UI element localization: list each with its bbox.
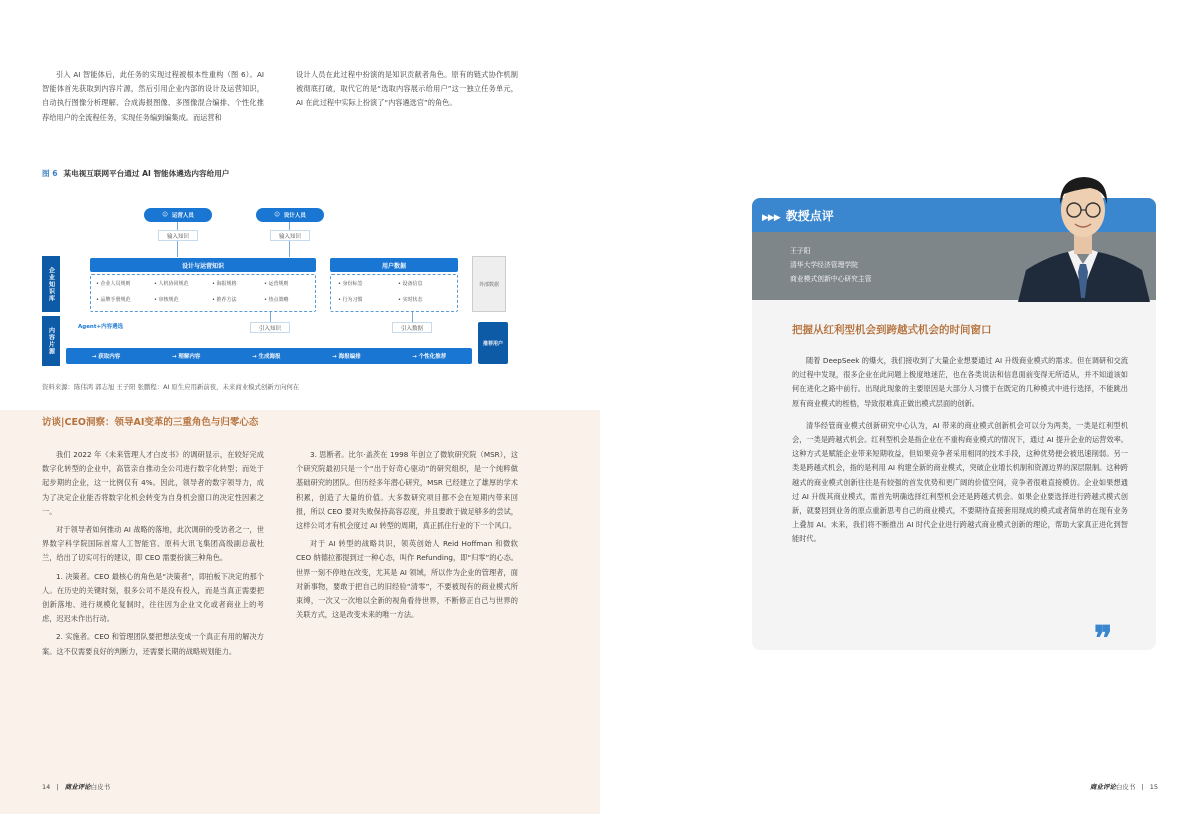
top-column-2: [296, 68, 518, 115]
quote-icon: ❞: [1094, 619, 1113, 659]
section-title: 访谈|CEO洞察：领导AI变革的三重角色与归零心态: [42, 417, 259, 428]
flow-step: → 生成海报: [251, 354, 281, 360]
connector: [289, 241, 290, 257]
design-ops-knowledge-bar: 设计与运营知识: [90, 258, 316, 272]
paragraph: 引入 AI 智能体后，此任务的实现过程被根本性重构（图 6）。AI 智能体首先获取到内容片源，然后引用企业内部的设计及运营知识，自动执行图像分析理解、合成海报图像、多图像混合编排、个性化推荐给用户的全流程任务，实现任务编到编集成。而运营和: [42, 70, 264, 122]
flow-step: → 理解内容: [171, 354, 201, 360]
knowledge-item: • 品牌手册规范: [96, 297, 131, 303]
knowledge-item: • 海报规格: [212, 281, 237, 287]
ops-staff-label: 运营人员: [171, 213, 194, 219]
figure-caption: [42, 168, 229, 179]
header-title-text: 教授点评: [785, 209, 834, 223]
person-icon: ☺: [274, 212, 280, 218]
knowledge-item: • 企业人员规则: [96, 281, 131, 287]
knowledge-item: • 推荐方法: [212, 297, 237, 303]
introduce-knowledge-box: 引入知识: [250, 322, 290, 333]
knowledge-item: • 人机协同规范: [154, 281, 189, 287]
figure-title: 某电视互联网平台通过 AI 智能体遴选内容给用户: [63, 169, 230, 178]
paragraph: 对于 AI 转型的战略共识，领英创始人 Reid Hoffman 和微软 CEO 纳德拉都提到过一种心态，叫作 Refunding，即“归零”的心态。世界一刻不停地在改变，尤其是 AI 领域，所以作为企业的管理者，面对新事物，要敢于把自己的旧经验“清零”，不要被现有的商业模式所束缚，一次又一次地以全新的视角看待世界，不断修正自己与世界的关联方式，这是改变未来的唯一方法。: [296, 539, 518, 620]
figure-number: 图 6: [42, 169, 58, 178]
flow-step: → 海报编排: [332, 354, 361, 360]
figure-diagram: [42, 198, 512, 370]
paragraph: 设计人员在此过程中扮演的是知识贡献者角色。原有的链式协作机制被彻底打破，取代它的是“选取内容展示给用户”这一独立任务单元，AI 在此过程中实际上扮演了“内容遴选官”的角色。: [296, 70, 518, 108]
connector: [289, 222, 290, 230]
paragraph: 对于领导者如何推动 AI 战略的落地，此次调研的受访者之一，世界数字科学院国际首席人工智能官、原科大讯飞集团高级副总裁杜兰，给出了切实可行的建议，即 CEO 需要扮演三种角色。: [42, 525, 264, 563]
author-info: [790, 244, 872, 286]
user-item: • 实时状态: [398, 297, 423, 303]
enterprise-knowledge-side-label: 企业知识库: [42, 256, 60, 312]
author-title: 商业模式创新中心研究主管: [790, 275, 872, 283]
paragraph: 1. 决策者。CEO 最核心的角色是“决策者”，即拍板下决定的那个人。在历史的关键时刻，很多公司不是没有投入，而是当真正需要把创新落地、进行规模化复制时，往往因为企业文化或者商业上的考虑，迟迟未作出行动。: [42, 571, 264, 624]
user-item: • 身份标签: [338, 281, 363, 287]
knowledge-item: • 运营规则: [264, 281, 289, 287]
author-affiliation: 清华大学经济管理学院: [790, 261, 858, 269]
brand-logo: 商业评论: [64, 783, 91, 791]
brand-logo: 商业评论: [1089, 783, 1116, 791]
knowledge-item: • 热点策略: [264, 297, 289, 303]
paragraph: 3. 思断者。比尔·盖茨在 1998 年创立了微软研究院（MSR），这个研究院最初只是一个“出于好奇心驱动”的研究组织，是一个纯粹做基础研究的团队。但历经多年潜心研究，MSR 已经建立了雄厚的学术积累，创造了大量的价值。大多数研究项目都不会在短期内带来回报，所以 CEO 要对失败保持高容忍度，并且要敢于做足够多的尝试，这样公司才有机会度过 AI 转型的周期，真正抓住行业的下一个风口。: [296, 450, 518, 531]
input-knowledge-box-1: 输入知识: [158, 230, 198, 241]
brand-suffix: 白皮书: [1115, 783, 1136, 791]
input-knowledge-box-2: 输入知识: [270, 230, 310, 241]
brand-suffix: 白皮书: [90, 783, 111, 791]
flow-bar: [66, 348, 472, 364]
flow-step: → 获取内容: [91, 354, 121, 360]
user-item: • 设备信息: [398, 281, 423, 287]
connector: [177, 241, 178, 257]
connector: [177, 222, 178, 230]
source-note: 资料来源：陈伟鸿 郭志旭 王子阳 张鹏程：AI 原生应用新前夜，未来商业模式创新方向何在: [42, 383, 300, 391]
introduce-data-box: 引入数据: [392, 322, 432, 333]
design-staff-pill: [256, 208, 324, 222]
user-item: • 行为习惯: [338, 297, 363, 303]
paragraph: 2. 实施者。CEO 和管理团队要把想法变成一个真正有用的解决方案。这不仅需要良好的判断力，还需要长期的战略规划能力。: [42, 632, 264, 656]
recommend-user-box: 推荐用户: [478, 322, 508, 364]
page-number: 14: [42, 783, 51, 791]
knowledge-item: • 审核规范: [154, 297, 179, 303]
external-data-box: 外部数据: [472, 256, 506, 312]
author-portrait: [1008, 160, 1158, 302]
top-column-1: [42, 68, 264, 129]
paragraph: 我们 2022 年《未来管理人才白皮书》的调研显示，在较好完成数字化转型的企业中，高管亲自推动全公司进行数字化转型；而处于起步期的企业，这一比例仅有 4%。因此，领导者的数字领导力，成为了决定企业能否将数字化机会转变为自身机会窗口的决定性因素之一。: [42, 450, 264, 516]
user-data-bar: 用户数据: [330, 258, 458, 272]
comment-subtitle: 把握从红利型机会到跨越式机会的时间窗口: [792, 324, 992, 336]
bottom-column-2: [296, 448, 518, 626]
author-name: 王子阳: [790, 247, 811, 255]
bottom-column-1: [42, 448, 264, 663]
connector: [412, 312, 413, 322]
paragraph: 清华经管商业模式创新研究中心认为，AI 带来的商业模式创新机会可以分为两类，一类是红利型机会，一类是跨越式机会。红利型机会是指企业在不重构商业模式的情况下，通过 AI 提升企业的运营效率。这种方式是赋能企业带来短期收益，但如果竞争者采用相同的技术手段，这种优势便会被迅速削弱。另一类是跨越式机会，指的是利用 AI 构建全新的商业模式，突破企业增长机制和资源边界的深层限制。这种跨越式的商业模式创新往往是有较强的首发优势和更广阔的价值空间，竞争者很难直接模仿。企业如果想通过 AI 升级其商业模式，需首先明确选择红利型机会还是跨越式机会。如果企业要选择进行跨越式模式创新，就要回到业务的原点重新思考自己的商业模式，不要期待直接套用现成的模式或者简单的在现有业务上叠加 AI。未来，我们将不断推出 AI 时代企业进行跨越式商业模式创新的理论，帮助大家真正进化到智能时代。: [792, 420, 1128, 544]
design-staff-label: 设计人员: [283, 213, 306, 219]
arrows-icon: ▶▶▶: [762, 213, 780, 223]
person-icon: ☺: [162, 212, 168, 218]
connector: [270, 312, 271, 322]
footer-left: 14 | 商业评论白皮书: [42, 783, 111, 791]
footer-right: 商业评论白皮书 | 15: [1089, 783, 1158, 791]
comment-body: [792, 354, 1128, 555]
flow-step: → 个性化推荐: [412, 354, 447, 360]
agent-label: Agent+内容遴选: [78, 324, 124, 330]
ops-staff-pill: [144, 208, 212, 222]
paragraph: 随着 DeepSeek 的爆火，我们接收到了大量企业想要通过 AI 升级商业模式的需求。但在调研和交流的过程中发现，很多企业在此问题上极度地迷茫，也在各类说法和信息面前变得无所适从，并不知道该如何在进化之路中前行。出现此现象的主要原因是大部分人习惯于在既定的几种模式中进行选择，不能跳出原有商业模式的桎梏，导致很难真正做出模式层面的创新。: [792, 356, 1128, 408]
content-source-side-label: 内容片源: [42, 316, 60, 366]
page-number: 15: [1149, 783, 1158, 791]
comment-header-title: [762, 207, 834, 224]
